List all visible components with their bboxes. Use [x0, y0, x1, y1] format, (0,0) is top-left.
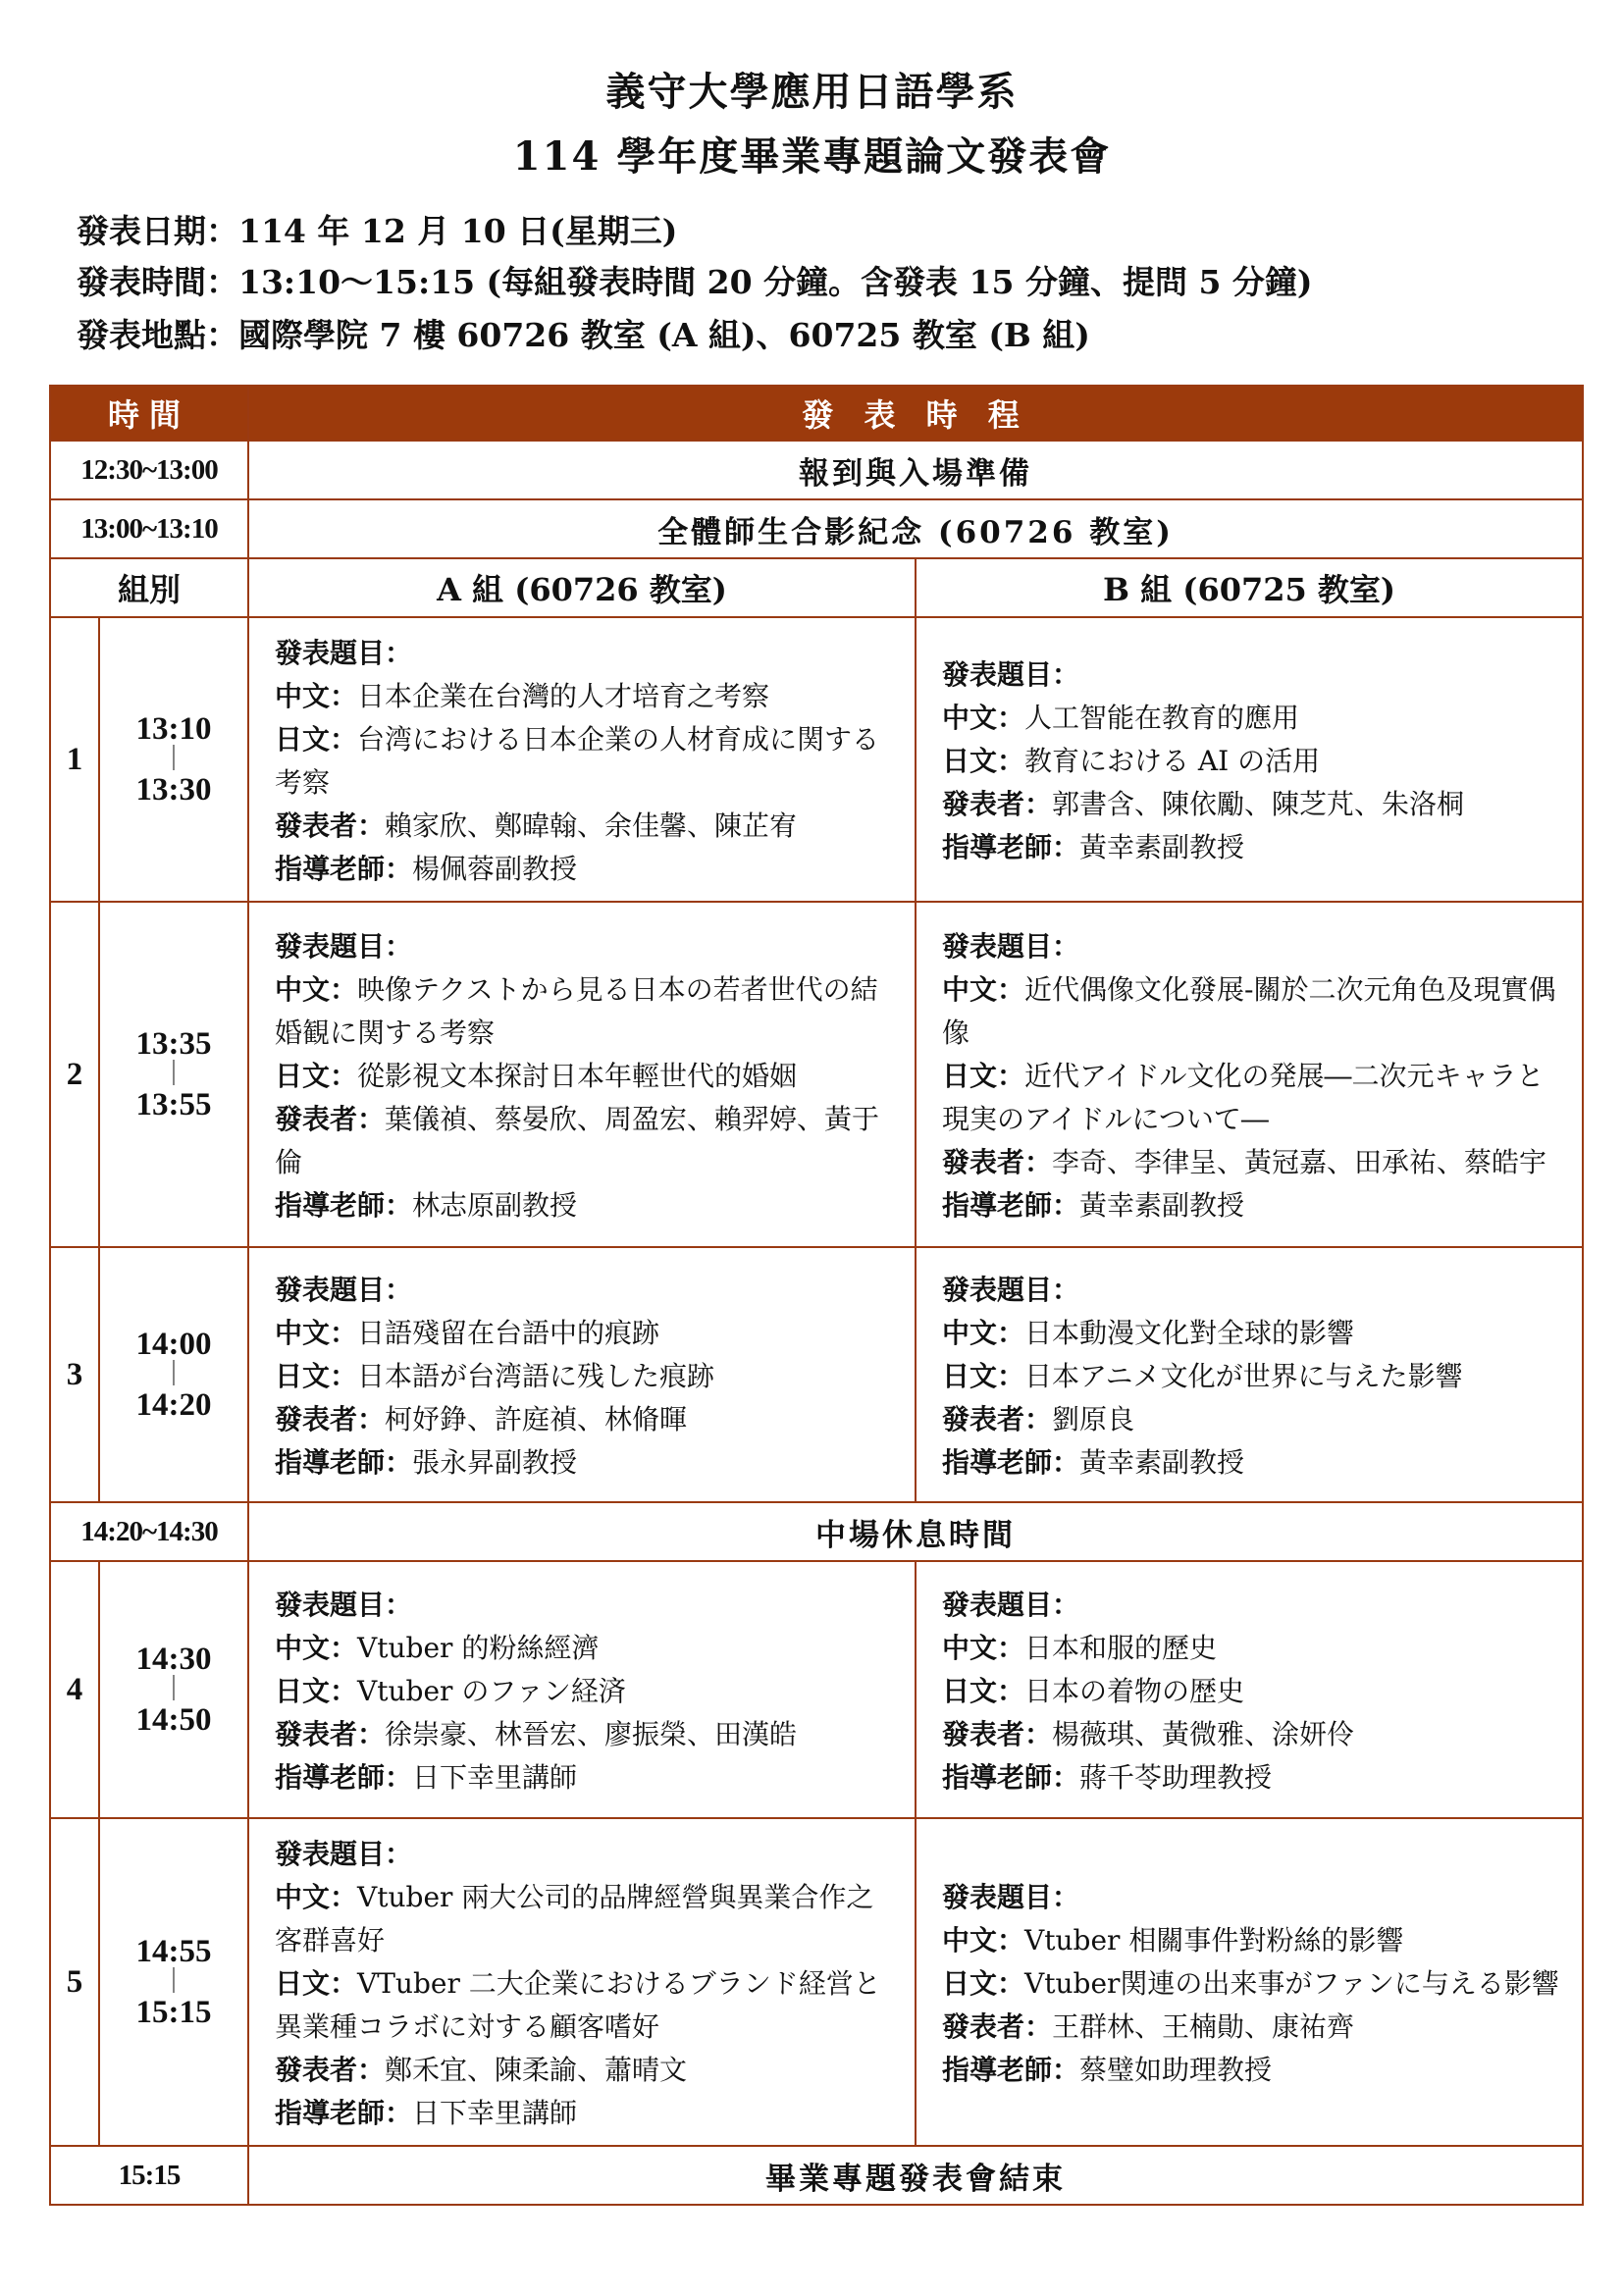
ja-title: VTuber 二大企業におけるブランド経営と異業種コラボに対する顧客嗜好 [275, 1967, 881, 2043]
session-rows-b [50, 1561, 1583, 2146]
topic-label: 發表題目： [942, 930, 1080, 963]
time-separator: ｜ [161, 1060, 187, 1088]
group-header-row [50, 558, 1583, 617]
title-ja [942, 740, 1564, 783]
group-b-session [916, 902, 1583, 1247]
ja-title: 教育における AI の活用 [1024, 745, 1321, 777]
topic-label: 發表題目： [942, 1589, 1080, 1621]
presenters-label: 發表者： [275, 1718, 386, 1750]
zh-title: 日本和服的歷史 [1024, 1632, 1218, 1664]
advisor-label: 指導老師： [275, 853, 413, 885]
title-ja [275, 1670, 897, 1713]
event-label: 報到與入場準備 [248, 441, 1583, 499]
topic-heading [275, 1269, 897, 1312]
start-time: 14:00 [135, 1327, 212, 1362]
topic-heading [275, 632, 897, 675]
ja-label: 日文： [275, 1967, 358, 2000]
zh-label: 中文： [275, 973, 358, 1006]
advisor [275, 1756, 897, 1799]
presenters-label: 發表者： [942, 1718, 1053, 1750]
title-ja [275, 1962, 897, 2049]
presenters-label: 發表者： [275, 1403, 386, 1435]
topic-heading [275, 1833, 897, 1876]
advisor-name: 張永昇副教授 [412, 1446, 578, 1479]
advisor-name: 黃幸素副教授 [1079, 1189, 1245, 1222]
advisor [275, 848, 897, 891]
group-b-session [916, 1818, 1583, 2146]
topic-label: 發表題目： [275, 1589, 413, 1621]
topic-label: 發表題目： [942, 1274, 1080, 1306]
event-label: 畢業專題發表會結束 [248, 2146, 1583, 2205]
ja-label: 日文： [275, 1360, 358, 1392]
advisor-name: 日下幸里講師 [412, 1761, 578, 1794]
topic-heading [942, 1876, 1564, 1919]
session-time [99, 1818, 248, 2146]
group-b-header: B 組 (60725 教室) [916, 558, 1583, 617]
ja-label: 日文： [942, 745, 1025, 777]
zh-title: 日本動漫文化對全球的影響 [1024, 1317, 1355, 1349]
advisor-name: 蔡璧如助理教授 [1079, 2054, 1273, 2086]
title-zh [275, 1876, 897, 1962]
title-ja [275, 718, 897, 805]
group-a-session [248, 1818, 916, 2146]
end-time: 15:15 [135, 1995, 212, 2030]
presenters-names: 劉原良 [1052, 1403, 1135, 1435]
title-ja [942, 1670, 1564, 1713]
time-separator: ｜ [161, 745, 187, 773]
advisor-label: 指導老師： [942, 2054, 1080, 2086]
ja-label: 日文： [942, 1675, 1025, 1707]
topic-label: 發表題目： [942, 658, 1080, 691]
presenters-label: 發表者： [942, 1403, 1053, 1435]
group-a-session [248, 902, 916, 1247]
session-row [50, 1247, 1583, 1502]
presenters [275, 805, 897, 848]
zh-label: 中文： [275, 1632, 358, 1664]
ja-label: 日文： [942, 1967, 1025, 2000]
start-time: 13:35 [135, 1026, 212, 1062]
event-time: 13:00~13:10 [50, 499, 248, 558]
advisor-name: 日下幸里講師 [412, 2097, 578, 2129]
advisor-label: 指導老師： [275, 1761, 413, 1794]
presenters [942, 1398, 1564, 1441]
presenters [942, 783, 1564, 826]
title-zh [275, 675, 897, 718]
group-b-session [916, 617, 1583, 902]
advisor [942, 2049, 1564, 2092]
ja-title: 日本アニメ文化が世界に与えた影響 [1024, 1360, 1463, 1392]
presenters-names: 鄭禾宜、陳柔諭、蕭晴文 [385, 2054, 688, 2086]
presenters [275, 1098, 897, 1184]
group-b-session [916, 1247, 1583, 1502]
zh-label: 中文： [942, 1632, 1025, 1664]
end-time: 14:20 [135, 1387, 212, 1423]
schedule-table [49, 385, 1584, 2206]
ja-label: 日文： [942, 1060, 1025, 1092]
page-subtitle: 114 學年度畢業專題論文發表會 [512, 133, 1112, 180]
ja-title: Vtuber関連の出来事がファンに与える影響 [1024, 1967, 1559, 2000]
presenters-names: 葉儀禎、蔡晏欣、周盈宏、賴羿婷、黃于倫 [275, 1103, 880, 1178]
event-label: 全體師生合影紀念 (60726 教室) [248, 499, 1583, 558]
advisor-name: 楊佩蓉副教授 [412, 853, 578, 885]
ja-title: 近代アイドル文化の発展―二次元キャラと現実のアイドルについて― [942, 1060, 1545, 1135]
advisor-name: 蔣千苓助理教授 [1079, 1761, 1273, 1794]
session-number: 5 [50, 1818, 99, 2146]
advisor-label: 指導老師： [275, 1189, 413, 1222]
time-separator: ｜ [161, 1675, 187, 1703]
advisor-label: 指導老師： [942, 1761, 1080, 1794]
event-label: 中場休息時間 [248, 1502, 1583, 1561]
title-ja [275, 1055, 897, 1098]
presenters-label: 發表者： [942, 2010, 1053, 2043]
topic-label: 發表題目： [275, 637, 413, 669]
presenters [275, 1398, 897, 1441]
zh-title: 日本企業在台灣的人才培育之考察 [357, 680, 770, 712]
session-number: 1 [50, 617, 99, 902]
time-separator: ｜ [161, 1967, 187, 1996]
end-time: 13:30 [135, 772, 212, 808]
zh-title: 人工智能在教育的應用 [1024, 702, 1300, 734]
group-a-session [248, 1247, 916, 1502]
topic-label: 發表題目： [275, 930, 413, 963]
session-time [99, 902, 248, 1247]
title-zh [275, 1312, 897, 1355]
presenters-names: 柯妤錚、許庭禎、林脩暉 [385, 1403, 688, 1435]
advisor-label: 指導老師： [942, 1189, 1080, 1222]
advisor [275, 2092, 897, 2135]
event-time: 15:15 [50, 2146, 248, 2205]
presenters-label: 發表者： [942, 788, 1053, 820]
ja-title: 從影視文本探討日本年輕世代的婚姻 [357, 1060, 798, 1092]
title-zh [942, 697, 1564, 740]
advisor [942, 1441, 1564, 1485]
group-a-session [248, 1561, 916, 1818]
ja-title: 台湾における日本企業の人材育成に関する考察 [275, 723, 880, 799]
session-row [50, 1561, 1583, 1818]
start-time: 14:55 [135, 1934, 212, 1969]
session-number: 3 [50, 1247, 99, 1502]
advisor [942, 1756, 1564, 1799]
topic-label: 發表題目： [942, 1881, 1080, 1913]
event-row [50, 441, 1583, 499]
event-row [50, 1502, 1583, 1561]
start-time: 13:10 [135, 711, 212, 747]
zh-title: Vtuber 的粉絲經濟 [357, 1632, 600, 1664]
title-zh [942, 1312, 1564, 1355]
session-rows-a [50, 617, 1583, 1502]
zh-title: 日語殘留在台語中的痕跡 [357, 1317, 660, 1349]
zh-title: Vtuber 相關事件對粉絲的影響 [1024, 1924, 1404, 1956]
ja-label: 日文： [275, 1060, 358, 1092]
ja-label: 日文： [275, 1675, 358, 1707]
topic-heading [942, 653, 1564, 697]
presenters-label: 發表者： [275, 809, 386, 842]
advisor [942, 826, 1564, 869]
title-zh [275, 968, 897, 1055]
header-time: 時間 [50, 386, 248, 441]
title-ja [942, 1962, 1564, 2006]
session-number: 4 [50, 1561, 99, 1818]
topic-heading [275, 925, 897, 968]
advisor-label: 指導老師： [942, 831, 1080, 863]
presenters [275, 2049, 897, 2092]
zh-title: 近代偶像文化發展-關於二次元角色及現實偶像 [942, 973, 1556, 1049]
topic-heading [942, 1269, 1564, 1312]
title-ja [275, 1355, 897, 1398]
zh-label: 中文： [942, 1317, 1025, 1349]
presentation-time: 發表時間：13:10～15:15 (每組發表時間 20 分鐘。含發表 15 分鐘、提問 5 分鐘) [77, 263, 1313, 301]
zh-title: 映像テクストから見る日本の若者世代の結婚観に関する考察 [275, 973, 878, 1049]
advisor-name: 黃幸素副教授 [1079, 1446, 1245, 1479]
title-ja [942, 1055, 1564, 1141]
presenters [942, 1713, 1564, 1756]
advisor-name: 黃幸素副教授 [1079, 831, 1245, 863]
advisor-name: 林志原副教授 [412, 1189, 578, 1222]
session-row [50, 1818, 1583, 2146]
presenters [942, 1141, 1564, 1184]
presentation-date: 發表日期：114 年 12 月 10 日(星期三) [77, 212, 678, 250]
presenters [275, 1713, 897, 1756]
topic-heading [942, 1584, 1564, 1627]
presenters-names: 賴家欣、鄭暐翰、余佳馨、陳芷宥 [385, 809, 798, 842]
session-time [99, 617, 248, 902]
ja-label: 日文： [942, 1360, 1025, 1392]
topic-label: 發表題目： [275, 1838, 413, 1870]
zh-label: 中文： [275, 1881, 358, 1913]
zh-label: 中文： [275, 680, 358, 712]
presenters-names: 郭書含、陳依勵、陳芝芃、朱洛桐 [1052, 788, 1465, 820]
event-time: 12:30~13:00 [50, 441, 248, 499]
group-a-session [248, 617, 916, 902]
title-zh [942, 968, 1564, 1055]
title-zh [942, 1919, 1564, 1962]
zh-title: Vtuber 兩大公司的品牌經營與異業合作之客群喜好 [275, 1881, 874, 1956]
event-row [50, 2146, 1583, 2205]
presenters-names: 李奇、李律呈、黃冠嘉、田承祐、蔡皓宇 [1052, 1146, 1547, 1178]
title-zh [275, 1627, 897, 1670]
header-schedule: 發 表 時 程 [248, 386, 1583, 441]
time-separator: ｜ [161, 1360, 187, 1388]
table-header-row [50, 386, 1583, 441]
presentation-place: 發表地點：國際學院 7 樓 60726 教室 (A 組)、60725 教室 (B 組) [77, 316, 1090, 354]
session-number: 2 [50, 902, 99, 1247]
zh-label: 中文： [942, 1924, 1025, 1956]
zh-label: 中文： [942, 973, 1025, 1006]
event-time: 14:20~14:30 [50, 1502, 248, 1561]
presenters [942, 2006, 1564, 2049]
session-row [50, 617, 1583, 902]
presenters-label: 發表者： [942, 1146, 1053, 1178]
session-time [99, 1561, 248, 1818]
event-row [50, 499, 1583, 558]
session-row [50, 902, 1583, 1247]
group-b-session [916, 1561, 1583, 1818]
ja-label: 日文： [275, 723, 358, 756]
topic-heading [942, 925, 1564, 968]
zh-label: 中文： [275, 1317, 358, 1349]
topic-heading [275, 1584, 897, 1627]
group-a-header: A 組 (60726 教室) [248, 558, 916, 617]
advisor [275, 1441, 897, 1485]
advisor-label: 指導老師： [942, 1446, 1080, 1479]
title-zh [942, 1627, 1564, 1670]
end-time: 13:55 [135, 1087, 212, 1122]
page-title: 義守大學應用日語學系 [605, 69, 1019, 115]
session-time [99, 1247, 248, 1502]
group-label: 組別 [50, 558, 248, 617]
presenters-label: 發表者： [275, 2054, 386, 2086]
end-time: 14:50 [135, 1702, 212, 1738]
ja-title: 日本の着物の歴史 [1024, 1675, 1245, 1707]
advisor [942, 1184, 1564, 1227]
presenters-names: 王群林、王楠勛、康祐齊 [1052, 2010, 1355, 2043]
ja-title: 日本語が台湾語に残した痕跡 [357, 1360, 715, 1392]
ja-title: Vtuber のファン経済 [357, 1675, 626, 1707]
presenters-names: 徐崇豪、林晉宏、廖振榮、田漢皓 [385, 1718, 798, 1750]
presenters-label: 發表者： [275, 1103, 386, 1135]
start-time: 14:30 [135, 1642, 212, 1677]
presenters-names: 楊薇琪、黃微雅、涂妍伶 [1052, 1718, 1355, 1750]
advisor-label: 指導老師： [275, 1446, 413, 1479]
zh-label: 中文： [942, 702, 1025, 734]
advisor [275, 1184, 897, 1227]
topic-label: 發表題目： [275, 1274, 413, 1306]
advisor-label: 指導老師： [275, 2097, 413, 2129]
title-ja [942, 1355, 1564, 1398]
